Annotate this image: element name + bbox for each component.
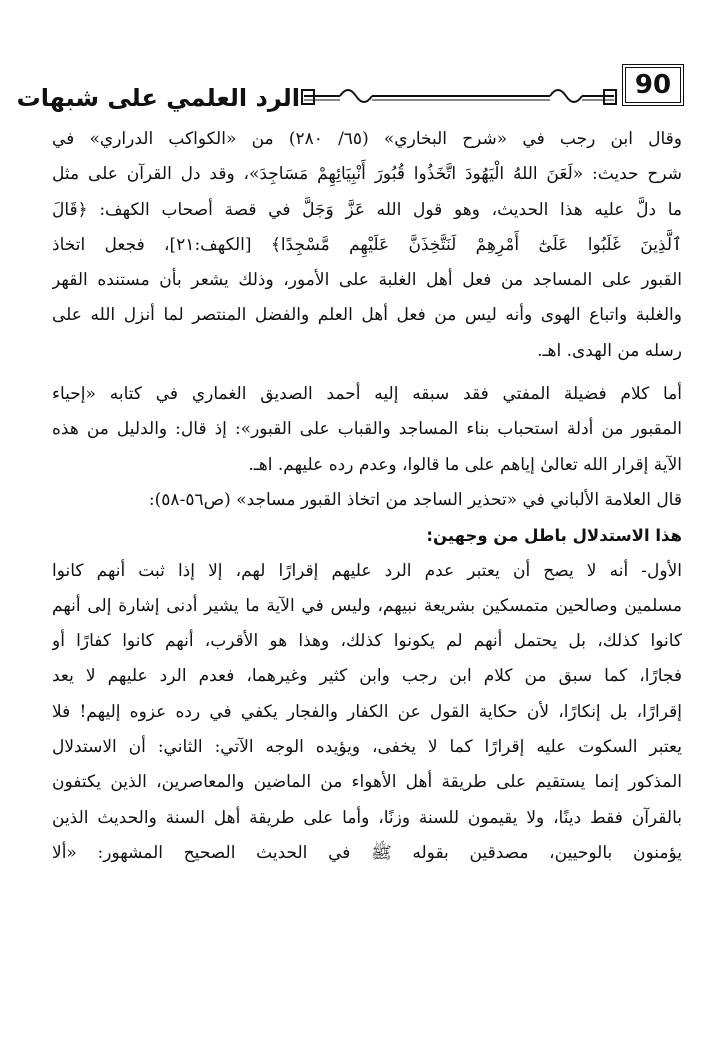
- text-line: وقال ابن رجب في «شرح البخاري» (٦٥/ ٢٨٠) من «الكواكب الدراري» في: [52, 129, 682, 149]
- page-header: [0, 58, 722, 120]
- text-line: القبور على المساجد من فعل أهل الغلبة على الأمور، وذلك يشعر بأن مستنده القهر: [52, 270, 682, 291]
- text-line: المقبور من أدلة استحباب بناء المساجد والقباب على القبور»: إذ قال: والدليل من هذه: [52, 419, 682, 440]
- heading-line: هذا الاستدلال باطل من وجهين:: [426, 526, 682, 546]
- paragraph: [52, 122, 682, 369]
- paragraph: [52, 377, 682, 483]
- decorative-rule-icon: [300, 72, 618, 112]
- text-line: فجارًا، كما سبق من كلام ابن رجب وابن كثير وغيرهما، فعدم الرد عليهم لا يعد: [52, 666, 682, 687]
- section-heading: [52, 518, 682, 553]
- paragraph: [52, 483, 682, 518]
- text-line: بالقرآن فقط دينًا، ولا يقيمون للسنة وزنًا، وأما على طريقة أهل السنة والحديث الذين: [52, 807, 682, 828]
- text-line: يعتبر السكوت عليه إقرارًا كما لا يخفى، ويؤيده الوجه الآتي: الثاني: أن الاستدلال: [52, 737, 682, 758]
- text-line: والغلبة واتباع الهوى وأنه ليس من فعل أهل العلم والفضل المنتصر لما أنزل الله على: [52, 305, 682, 326]
- text-line: إقرارًا، بل إنكارًا، لأن حكاية القول عن الكفار والفجار يكفي في رده عزوه إليهم! فلا: [52, 701, 682, 722]
- text-line: يؤمنون بالوحيين، مصدقين بقوله ﷺ في الحديث الصحيح المشهور: «ألا: [52, 842, 682, 863]
- text-line: ٱلَّذِينَ غَلَبُوا عَلَىٰٓ أَمْرِهِمْ لَنَتَّخِذَنَّ عَلَيْهِم مَّسْجِدًا﴾ [الكهف:٢١]، فجعل اتخاذ: [52, 234, 682, 255]
- text-line: الآية إقرار الله تعالىٰ إياهم على ما قالوا، وعدم رده عليهم. اهـ.: [248, 454, 682, 475]
- text-line: قال العلامة الألباني في «تحذير الساجد من اتخاذ القبور مساجد» (ص٥٦-٥٨):: [148, 489, 682, 510]
- text-line: ما دلَّ عليه هذا الحديث، وهو قول الله عَزَّ وَجَلَّ في قصة أصحاب الكهف: ﴿قَالَ: [52, 199, 682, 220]
- text-line: كانوا كذلك، بل يحتمل أنهم لم يكونوا كذلك، وهذا هو الأقرب، أنهم كانوا كفارًا أو: [52, 631, 682, 652]
- text-line: رسله من الهدى. اهـ.: [537, 340, 682, 361]
- text-line: أما كلام فضيلة المفتي فقد سبقه إليه أحمد الصديق الغماري في كتابه «إحياء: [52, 384, 682, 405]
- text-line: شرح حديث: «لَعَنَ اللهُ الْيَهُودَ اتَّخَذُوا قُبُورَ أَنْبِيَائِهِمْ مَسَاجِدَ»، وقد دل القرآن على مثل: [52, 164, 682, 185]
- text-line: الأول- أنه لا يصح أن يعتبر عدم الرد عليهم إقرارًا لهم، إلا إذا ثبت أنهم كانوا: [52, 560, 682, 581]
- paragraph: [52, 554, 682, 872]
- running-title: الرد العلمي على شبهات: [16, 84, 300, 112]
- page-number: 90: [622, 64, 684, 106]
- text-line: المذكور إنما يستقيم على طريقة أهل الأهواء من الماضين والمعاصرين، الذين يكتفون: [52, 772, 682, 793]
- text-line: مسلمين وصالحين متمسكين بشريعة نبيهم، وليس في الآية ما يشير أدنى إشارة إلى أنهم: [52, 595, 682, 616]
- page-body: [52, 122, 682, 871]
